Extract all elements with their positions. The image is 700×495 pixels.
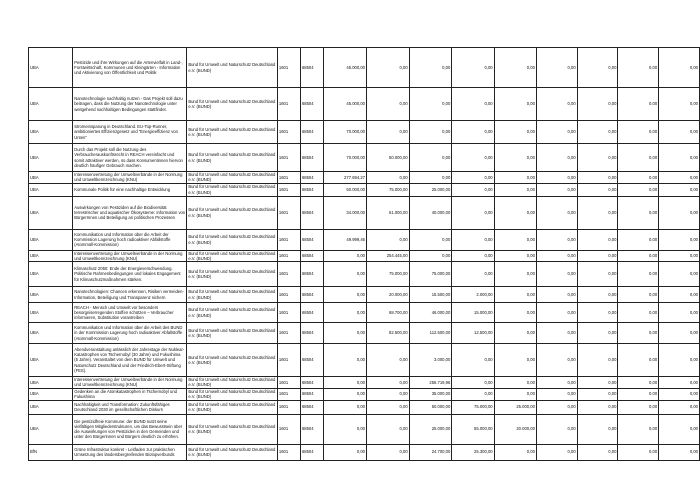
chapter-cell: 1601 <box>277 172 300 184</box>
title-code-cell: 68504 <box>300 172 323 184</box>
title-code-cell: 68504 <box>300 48 323 88</box>
amount-cell-v4: 0,00 <box>452 229 494 250</box>
project-title-cell: Klimaschutz 2050: Ende der Energieverschwendung. Politische Rahmenbedingungen und lokales Engagement für Klimaschutzmaßnahmen stärken. <box>73 262 187 287</box>
amount-cell-v4: 0,00 <box>452 262 494 287</box>
amount-cell-v5: 0,00 <box>494 88 536 121</box>
amount-cell-v6: 0,00 <box>536 323 577 344</box>
amount-cell-v4: 0,00 <box>452 377 494 389</box>
amount-cell-v4: 12.500,00 <box>452 323 494 344</box>
recipient-cell: Bund für Umwelt und Naturschutz Deutschland e.V. (BUND) <box>187 196 278 229</box>
chapter-cell: 1601 <box>277 250 300 262</box>
org-cell: UBA <box>29 287 73 303</box>
project-title-cell: Interessenvertretung der Umweltverbände in der Normung und Umweltkennzeichnung (KNU) <box>73 250 187 262</box>
amount-cell-v9: 0,00 <box>659 303 700 323</box>
recipient-cell: Bund für Umwelt und Naturschutz Deutschland e.V. (BUND) <box>187 344 278 377</box>
amount-cell-v1: 45.000,00 <box>324 48 367 88</box>
title-code-cell: 68504 <box>300 121 323 144</box>
amount-cell-v7: 0,00 <box>577 377 618 389</box>
amount-cell-v6: 0,00 <box>536 444 577 460</box>
chapter-cell: 1601 <box>277 400 300 414</box>
table-row <box>29 377 700 389</box>
amount-cell-v9: 0,00 <box>659 121 700 144</box>
amount-cell-v1: 0,00 <box>324 250 367 262</box>
amount-cell-v3: 25.000,00 <box>409 183 452 196</box>
amount-cell-v7: 0,00 <box>577 48 618 88</box>
amount-cell-v7: 0,00 <box>577 196 618 229</box>
amount-cell-v5: 0,00 <box>494 144 536 172</box>
project-title-cell: Grüne Infrastruktur konkret - Leitfaden zur praktischen Umsetzung des länderübergreifenden Biotopverbunds <box>73 444 187 460</box>
amount-cell-v3: 75.000,00 <box>409 262 452 287</box>
amount-cell-v8: 0,00 <box>618 400 659 414</box>
amount-cell-v9: 0,00 <box>659 344 700 377</box>
org-cell: UBA <box>29 144 73 172</box>
amount-cell-v2: 68.700,00 <box>367 303 410 323</box>
table-row <box>29 262 700 287</box>
amount-cell-v3: 46.000,00 <box>409 303 452 323</box>
amount-cell-v7: 0,00 <box>577 121 618 144</box>
amount-cell-v9: 0,00 <box>659 323 700 344</box>
org-cell: UBA <box>29 229 73 250</box>
amount-cell-v6: 0,00 <box>536 303 577 323</box>
table-row <box>29 323 700 344</box>
table-row <box>29 172 700 184</box>
amount-cell-v9: 0,00 <box>659 229 700 250</box>
amount-cell-v7: 0,00 <box>577 144 618 172</box>
recipient-cell: Bund für Umwelt und Naturschutz Deutschland e.V. (BUND) <box>187 121 278 144</box>
title-code-cell: 68504 <box>300 88 323 121</box>
amount-cell-v6: 0,00 <box>536 388 577 400</box>
amount-cell-v4: 0,00 <box>452 144 494 172</box>
amount-cell-v8: 0,00 <box>618 287 659 303</box>
org-cell: UBA <box>29 400 73 414</box>
amount-cell-v8: 0,00 <box>618 196 659 229</box>
table-row <box>29 229 700 250</box>
amount-cell-v9: 0,00 <box>659 262 700 287</box>
amount-cell-v6: 0,00 <box>536 414 577 444</box>
amount-cell-v5: 0,00 <box>494 172 536 184</box>
amount-cell-v2: 0,00 <box>367 48 410 88</box>
amount-cell-v5: 0,00 <box>494 262 536 287</box>
chapter-cell: 1601 <box>277 144 300 172</box>
chapter-cell: 1601 <box>277 344 300 377</box>
org-cell: UBA <box>29 388 73 400</box>
amount-cell-v9: 0,00 <box>659 400 700 414</box>
table-row <box>29 400 700 414</box>
title-code-cell: 68504 <box>300 144 323 172</box>
amount-cell-v6: 0,00 <box>536 183 577 196</box>
amount-cell-v6: 0,00 <box>536 344 577 377</box>
amount-cell-v6: 0,00 <box>536 287 577 303</box>
amount-cell-v8: 0,00 <box>618 48 659 88</box>
chapter-cell: 1601 <box>277 196 300 229</box>
amount-cell-v4: 0,00 <box>452 344 494 377</box>
amount-cell-v2: 50.000,00 <box>367 144 410 172</box>
amount-cell-v5: 0,00 <box>494 344 536 377</box>
table-row <box>29 88 700 121</box>
amount-cell-v8: 0,00 <box>618 172 659 184</box>
amount-cell-v7: 0,00 <box>577 323 618 344</box>
amount-cell-v7: 0,00 <box>577 303 618 323</box>
amount-cell-v1: 34.000,00 <box>324 196 367 229</box>
recipient-cell: Bund für Umwelt und Naturschutz Deutschland e.V. (BUND) <box>187 229 278 250</box>
amount-cell-v3: 25.000,00 <box>409 414 452 444</box>
table-row <box>29 48 700 88</box>
amount-cell-v9: 0,00 <box>659 144 700 172</box>
org-cell: BfN <box>29 444 73 460</box>
amount-cell-v4: 0,00 <box>452 183 494 196</box>
project-title-cell: Pestizide und ihre Wirkungen auf die Artenvielfalt in Land-, Forstwirtschaft, Kommunen und Kleingärten - Information und Aktivierung von Öffentlichkeit und Politik <box>73 48 187 88</box>
amount-cell-v8: 0,00 <box>618 250 659 262</box>
amount-cell-v7: 0,00 <box>577 262 618 287</box>
recipient-cell: Bund für Umwelt und Naturschutz Deutschland e.V. (BUND) <box>187 323 278 344</box>
amount-cell-v2: 0,00 <box>367 88 410 121</box>
amount-cell-v4: 25.300,00 <box>452 444 494 460</box>
amount-cell-v7: 0,00 <box>577 88 618 121</box>
amount-cell-v2: 75.000,00 <box>367 183 410 196</box>
amount-cell-v6: 0,00 <box>536 48 577 88</box>
title-code-cell: 68504 <box>300 303 323 323</box>
amount-cell-v3: 24.700,00 <box>409 444 452 460</box>
amount-cell-v5: 0,00 <box>494 287 536 303</box>
amount-cell-v2: 0,00 <box>367 400 410 414</box>
amount-cell-v2: 0,00 <box>367 377 410 389</box>
amount-cell-v6: 0,00 <box>536 196 577 229</box>
amount-cell-v7: 0,00 <box>577 229 618 250</box>
project-title-cell: Abendveranstaltung anlässlich der Jahrestage der Nuklear-Katastrophen von Tschernobyl (30 Jahre) und Fukushima (5 Jahre). Veranstaltet von dem BUND für Umwelt und Naturschutz Deutschland und der Friedrich-Ebert-Stiftung (FES). <box>73 344 187 377</box>
amount-cell-v8: 0,00 <box>618 388 659 400</box>
amount-cell-v5: 0,00 <box>494 48 536 88</box>
recipient-cell: Bund für Umwelt und Naturschutz Deutschland e.V. (BUND) <box>188 172 276 183</box>
recipient-cell: Bund für Umwelt und Naturschutz Deutschland e.V. (BUND) <box>188 377 276 388</box>
table-row <box>29 144 700 172</box>
amount-cell-v9: 0,00 <box>659 196 700 229</box>
amount-cell-v1: 0,00 <box>324 262 367 287</box>
recipient-cell: Bund für Umwelt und Naturschutz Deutschland e.V. (BUND) <box>187 303 278 323</box>
amount-cell-v2: 0,00 <box>367 121 410 144</box>
amount-cell-v5: 20.000,00 <box>494 414 536 444</box>
amount-cell-v1: 70.000,00 <box>324 144 367 172</box>
amount-cell-v5: 0,00 <box>494 229 536 250</box>
amount-cell-v1: 277.694,27 <box>324 172 367 184</box>
amount-cell-v4: 15.000,00 <box>452 303 494 323</box>
recipient-cell: Bund für Umwelt und Naturschutz Deutschland e.V. (BUND) <box>188 401 276 412</box>
amount-cell-v9: 0,00 <box>659 88 700 121</box>
amount-cell-v6: 0,00 <box>536 377 577 389</box>
amount-cell-v3: 15.500,00 <box>409 287 452 303</box>
org-cell: UBA <box>29 323 73 344</box>
title-code-cell: 68504 <box>300 444 323 460</box>
amount-cell-v7: 0,00 <box>577 250 618 262</box>
amount-cell-v8: 0,00 <box>618 183 659 196</box>
amount-cell-v6: 0,00 <box>536 121 577 144</box>
chapter-cell: 1601 <box>277 444 300 460</box>
table-row <box>29 414 700 444</box>
project-title-cell: Auswirkungen von Pestiziden auf die Biodiversität terrestrischer und aquatischer Ökosysteme: Information von BürgerInnen und Beteiligung an politischen Prozessen <box>73 196 187 229</box>
amount-cell-v3: 0,00 <box>409 250 452 262</box>
table-row <box>29 250 700 262</box>
amount-cell-v1: 0,00 <box>324 323 367 344</box>
amount-cell-v3: 0,00 <box>409 172 452 184</box>
chapter-cell: 1601 <box>277 323 300 344</box>
amount-cell-v7: 0,00 <box>577 287 618 303</box>
amount-cell-v6: 0,00 <box>536 229 577 250</box>
amount-cell-v2: 0,00 <box>367 414 410 444</box>
org-cell: UBA <box>29 183 73 196</box>
amount-cell-v7: 0,00 <box>577 444 618 460</box>
table-row <box>29 287 700 303</box>
amount-cell-v1: 0,00 <box>324 414 367 444</box>
amount-cell-v2: 20.000,00 <box>367 287 410 303</box>
funding-table <box>28 47 700 461</box>
title-code-cell: 68504 <box>300 250 323 262</box>
project-title-cell: Gedenken an die Atomkatastrophen in Tschernobyl und Fukushima <box>73 388 187 400</box>
recipient-cell: Bund für Umwelt und Naturschutz Deutschland e.V. (BUND) <box>187 414 278 444</box>
chapter-cell: 1601 <box>277 414 300 444</box>
table-row <box>29 183 700 196</box>
org-cell: UBA <box>29 377 73 389</box>
amount-cell-v1: 0,00 <box>324 344 367 377</box>
amount-cell-v8: 0,00 <box>618 323 659 344</box>
amount-cell-v3: 112.500,00 <box>409 323 452 344</box>
title-code-cell: 68504 <box>300 262 323 287</box>
amount-cell-v9: 0,00 <box>659 48 700 88</box>
recipient-cell: Bund für Umwelt und Naturschutz Deutschland e.V. (BUND) <box>187 262 278 287</box>
amount-cell-v6: 0,00 <box>536 250 577 262</box>
title-code-cell: 68504 <box>300 400 323 414</box>
amount-cell-v2: 0,00 <box>367 229 410 250</box>
org-cell: UBA <box>29 196 73 229</box>
amount-cell-v2: 254.445,00 <box>367 250 410 262</box>
amount-cell-v8: 0,00 <box>618 144 659 172</box>
recipient-cell: Bund für Umwelt und Naturschutz Deutschland e.V. (BUND) <box>188 250 276 261</box>
org-cell: UBA <box>29 262 73 287</box>
recipient-cell: Bund für Umwelt und Naturschutz Deutschland e.V. (BUND) <box>187 48 278 88</box>
amount-cell-v5: 0,00 <box>494 196 536 229</box>
amount-cell-v7: 0,00 <box>577 172 618 184</box>
amount-cell-v1: 0,00 <box>324 303 367 323</box>
title-code-cell: 68504 <box>300 344 323 377</box>
project-title-cell: Kommunikation und Information über die Arbeit der Kommission Lagerung hoch radioaktiver Abfallstoffe (Atommüll-Kommission) <box>73 229 187 250</box>
chapter-cell: 1601 <box>277 388 300 400</box>
amount-cell-v9: 0,00 <box>659 250 700 262</box>
amount-cell-v7: 0,00 <box>577 414 618 444</box>
amount-cell-v1: 0,00 <box>324 377 367 389</box>
amount-cell-v5: 0,00 <box>494 250 536 262</box>
amount-cell-v3: 3.000,00 <box>409 344 452 377</box>
chapter-cell: 1601 <box>277 121 300 144</box>
org-cell: UBA <box>29 303 73 323</box>
recipient-cell: Bund für Umwelt und Naturschutz Deutschland e.V. (BUND) <box>187 88 278 121</box>
table-row <box>29 121 700 144</box>
project-title-cell: Nanotechnologien: Chancen erkennen, Risiken vermeiden- Information, Beteiligung und Transparenz sichern <box>73 287 187 303</box>
org-cell: UBA <box>29 121 73 144</box>
amount-cell-v3: 50.000,00 <box>409 400 452 414</box>
chapter-cell: 1601 <box>277 88 300 121</box>
amount-cell-v6: 0,00 <box>536 400 577 414</box>
table-row <box>29 344 700 377</box>
project-title-cell: Kommunale Politik für eine nachhaltige Entwicklung <box>73 183 187 196</box>
amount-cell-v4: 2.000,00 <box>452 287 494 303</box>
title-code-cell: 68504 <box>300 388 323 400</box>
chapter-cell: 1601 <box>277 262 300 287</box>
amount-cell-v7: 0,00 <box>577 388 618 400</box>
table-row <box>29 196 700 229</box>
amount-cell-v3: 0,00 <box>409 88 452 121</box>
chapter-cell: 1601 <box>277 48 300 88</box>
amount-cell-v2: 75.000,00 <box>367 262 410 287</box>
org-cell: UBA <box>29 250 73 262</box>
title-code-cell: 68504 <box>300 196 323 229</box>
org-cell: UBA <box>29 48 73 88</box>
amount-cell-v1: 70.000,00 <box>324 121 367 144</box>
project-title-cell: Die pestizidfreie Kommune: der BUND nutzt seine vielfältigen Mitgliederstrukturen, um das Bewusstsein über die Auswirkungen von Pestiziden in den Gemeinden und unter den Bürgerinnen und Bürgern deutlich zu erhöhen. <box>73 414 187 444</box>
project-title-cell: Durch das Projekt soll die Nutzung des Verbraucherauskunftsrecht in REACH vereinfacht und somit attraktiver werden, so dass Konsumentinnen hiervon deutlich häufiger Gebrauch machen. <box>73 144 187 172</box>
amount-cell-v5: 0,00 <box>494 377 536 389</box>
amount-cell-v7: 0,00 <box>577 183 618 196</box>
amount-cell-v5: 25.000,00 <box>494 400 536 414</box>
amount-cell-v3: 0,00 <box>409 121 452 144</box>
title-code-cell: 68504 <box>300 323 323 344</box>
amount-cell-v2: 0,00 <box>367 444 410 460</box>
amount-cell-v5: 0,00 <box>494 183 536 196</box>
amount-cell-v8: 0,00 <box>618 414 659 444</box>
amount-cell-v2: 0,00 <box>367 388 410 400</box>
org-cell: UBA <box>29 172 73 184</box>
amount-cell-v4: 55.000,00 <box>452 414 494 444</box>
title-code-cell: 68504 <box>300 183 323 196</box>
amount-cell-v1: 0,00 <box>324 388 367 400</box>
project-title-cell: REACH - Mensch und Umwelt vor besonders besorgniserregenden Stoffen schützen – Verbraucher informieren, Substitution vorantreiben <box>73 303 187 323</box>
org-cell: UBA <box>29 414 73 444</box>
chapter-cell: 1601 <box>277 377 300 389</box>
chapter-cell: 1601 <box>277 303 300 323</box>
amount-cell-v6: 0,00 <box>536 88 577 121</box>
amount-cell-v8: 0,00 <box>618 88 659 121</box>
amount-cell-v5: 0,00 <box>494 444 536 460</box>
amount-cell-v1: 50.000,00 <box>324 183 367 196</box>
recipient-cell: Bund für Umwelt und Naturschutz Deutschland e.V. (BUND) <box>187 444 278 460</box>
project-title-cell: Interessenvertretung der Umweltverbände in der Normung und Umweltkennzeichnung (KNU) <box>73 377 187 389</box>
amount-cell-v1: 45.000,00 <box>324 88 367 121</box>
amount-cell-v7: 0,00 <box>577 400 618 414</box>
amount-cell-v3: 256.719,96 <box>409 377 452 389</box>
amount-cell-v1: 49.999,46 <box>324 229 367 250</box>
amount-cell-v9: 0,00 <box>659 414 700 444</box>
amount-cell-v1: 0,00 <box>324 444 367 460</box>
amount-cell-v8: 0,00 <box>618 344 659 377</box>
amount-cell-v8: 0,00 <box>618 303 659 323</box>
amount-cell-v4: 0,00 <box>452 196 494 229</box>
amount-cell-v2: 0,00 <box>367 344 410 377</box>
amount-cell-v2: 0,00 <box>367 172 410 184</box>
project-title-cell: Kommunikation und Information über die Arbeit des BUND in der Kommission Lagerung hoch radioaktiver Abfallstoffe (Atommüll-Kommission) <box>73 323 187 344</box>
amount-cell-v6: 0,00 <box>536 144 577 172</box>
title-code-cell: 68504 <box>300 229 323 250</box>
amount-cell-v6: 0,00 <box>536 172 577 184</box>
chapter-cell: 1601 <box>277 183 300 196</box>
org-cell: UBA <box>29 88 73 121</box>
recipient-cell: Bund für Umwelt und Naturschutz Deutschland e.V. (BUND) <box>187 287 278 303</box>
amount-cell-v3: 40.000,00 <box>409 196 452 229</box>
amount-cell-v9: 0,00 <box>659 444 700 460</box>
amount-cell-v4: 0,00 <box>452 48 494 88</box>
amount-cell-v3: 35.000,00 <box>409 388 452 400</box>
amount-cell-v9: 0,00 <box>659 377 700 389</box>
amount-cell-v4: 0,00 <box>452 388 494 400</box>
amount-cell-v9: 0,00 <box>659 388 700 400</box>
amount-cell-v4: 0,00 <box>452 250 494 262</box>
amount-cell-v1: 0,00 <box>324 287 367 303</box>
amount-cell-v7: 0,00 <box>577 344 618 377</box>
title-code-cell: 68504 <box>300 377 323 389</box>
amount-cell-v2: 61.000,00 <box>367 196 410 229</box>
amount-cell-v9: 0,00 <box>659 183 700 196</box>
amount-cell-v5: 0,00 <box>494 303 536 323</box>
project-title-cell: Stromeinsparung in Deutschland. EU-Top-Runner, ambitioniertes Effizienzgesetz und "Energieeffizienz von Unten" <box>73 121 187 144</box>
amount-cell-v1: 0,00 <box>324 400 367 414</box>
amount-cell-v8: 0,00 <box>618 262 659 287</box>
recipient-cell: Bund für Umwelt und Naturschutz Deutschland e.V. (BUND) <box>187 144 278 172</box>
chapter-cell: 1601 <box>277 229 300 250</box>
amount-cell-v4: 0,00 <box>452 172 494 184</box>
amount-cell-v4: 0,00 <box>452 88 494 121</box>
amount-cell-v8: 0,00 <box>618 444 659 460</box>
title-code-cell: 68504 <box>300 287 323 303</box>
table-row <box>29 388 700 400</box>
amount-cell-v4: 0,00 <box>452 121 494 144</box>
amount-cell-v6: 0,00 <box>536 262 577 287</box>
amount-cell-v5: 0,00 <box>494 323 536 344</box>
amount-cell-v3: 0,00 <box>409 229 452 250</box>
amount-cell-v5: 0,00 <box>494 388 536 400</box>
project-title-cell: Nachhaltigkeit und Transformation: Zukunftsfähiges Deutschland 2030 im gesellschaftlichen Diskurs <box>73 400 187 414</box>
amount-cell-v9: 0,00 <box>659 287 700 303</box>
recipient-cell: Bund für Umwelt und Naturschutz Deutschland e.V. (BUND) <box>188 184 276 195</box>
table-row <box>29 444 700 460</box>
chapter-cell: 1601 <box>277 287 300 303</box>
amount-cell-v2: 82.500,00 <box>367 323 410 344</box>
amount-cell-v5: 0,00 <box>494 121 536 144</box>
amount-cell-v9: 0,00 <box>659 172 700 184</box>
amount-cell-v8: 0,00 <box>618 229 659 250</box>
amount-cell-v8: 0,00 <box>618 377 659 389</box>
amount-cell-v3: 0,00 <box>409 144 452 172</box>
amount-cell-v4: 75.000,00 <box>452 400 494 414</box>
amount-cell-v8: 0,00 <box>618 121 659 144</box>
table-row <box>29 303 700 323</box>
project-title-cell: Nanotechnologie nachhaltig nutzen - Das Projekt soll dazu beitragen, dass die Nutzung der Nanotechnologie unter weitgehend nachhaltigen Bedingungen stattfindet. <box>73 88 187 121</box>
title-code-cell: 68504 <box>300 414 323 444</box>
amount-cell-v3: 0,00 <box>409 48 452 88</box>
recipient-cell: Bund für Umwelt und Naturschutz Deutschland e.V. (BUND) <box>188 388 276 399</box>
org-cell: UBA <box>29 344 73 377</box>
project-title-cell: Interessenvertretung der Umweltverbände in der Normung und Umweltkennzeichnung (KNU) <box>73 172 187 184</box>
